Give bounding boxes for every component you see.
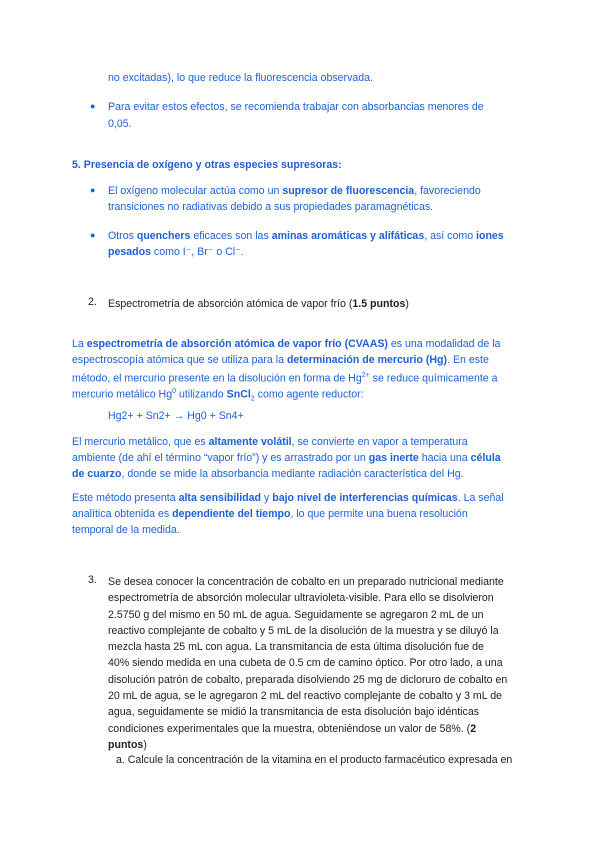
- bullet-text-line: transiciones no radiativas debido a sus propiedades paramagnéticas.: [108, 201, 434, 213]
- bullet-icon: ●: [90, 101, 96, 111]
- bullet-text-line: El oxígeno molecular actúa como un supresor de fluorescencia, favoreciendo: [108, 185, 481, 197]
- paragraph-line: de cuarzo, donde se mide la absorbancia mediante radiación característica del Hg.: [72, 468, 464, 480]
- bullet-text-line: Para evitar estos efectos, se recomienda trabajar con absorbancias menores de: [108, 101, 484, 113]
- bullet-text-line: 0,05.: [108, 118, 132, 130]
- question-line: mezcla hasta 25 mL con agua. La transmitancia de esta última disolución fue de: [108, 641, 484, 654]
- bullet-icon: ●: [90, 185, 96, 195]
- question-line: 2.5750 g del mismo en 50 mL de agua. Seguidamente se agregaron 2 mL de un: [108, 608, 484, 621]
- paragraph-line: temporal de la medida.: [72, 524, 180, 536]
- question-number: 3.: [88, 574, 97, 586]
- question-line: 20 mL de agua, se le agregaron 2 mL del reactivo complejante de cobalto y 3 mL de: [108, 690, 502, 703]
- paragraph-line: ambiente (de ahí el término “vapor frío”) y es arrastrado por un gas inerte hacia una célula: [72, 452, 501, 464]
- bullet-text-line: Otros quenchers eficaces son las aminas aromáticas y alifáticas, así como iones: [108, 230, 504, 242]
- question-line: puntos): [108, 738, 147, 751]
- question-line: reactivo complejante de cobalto y 5 mL de la disolución de la muestra y se diluyó la: [108, 624, 499, 637]
- paragraph-line: analítica obtenida es dependiente del tiempo, lo que permite una buena resolución: [72, 508, 468, 520]
- question-body: [108, 574, 507, 753]
- question-line: espectrometría de absorción molecular ultravioleta-visible. Para ello se disolvieron: [108, 592, 494, 605]
- question-text: Espectrometría de absorción atómica de vapor frío (1.5 puntos): [108, 298, 409, 310]
- paragraph-line: El mercurio metálico, que es altamente volátil, se convierte en vapor a temperatura: [72, 436, 468, 448]
- paragraph-line: espectroscopía atómica que se utiliza para la determinación de mercurio (Hg). En este: [72, 354, 489, 366]
- paragraph-line: La espectrometría de absorción atómica de vapor frío (CVAAS) es una modalidad de la: [72, 338, 501, 350]
- continued-line: no excitadas), lo que reduce la fluorescencia observada.: [108, 72, 374, 84]
- bullet-text-line: pesados como I⁻, Br⁻ o Cl⁻.: [108, 246, 244, 258]
- question-line: disolución patrón de cobalto, preparada disolviendo 25 mg de dicloruro de cobalto en: [108, 673, 508, 686]
- equation: Hg2+ + Sn2+ → Hg0 + Sn4+: [108, 410, 244, 422]
- question-number: 2.: [88, 296, 97, 308]
- bullet-icon: ●: [90, 230, 96, 240]
- paragraph-line: método, el mercurio presente en la disolución en forma de $Hg^{2+}$ se reduce químicamente a: [72, 372, 498, 385]
- paragraph-line: mercurio metálico Hg$^0$ utilizando SnCl$_2$ como agente reductor:: [72, 388, 364, 403]
- section-heading: 5. Presencia de oxígeno y otras especies supresoras:: [72, 159, 342, 171]
- question-line: 40% siendo medida en una cubeta de 0.5 cm de camino óptico. Por otro lado, a una: [108, 657, 503, 670]
- question-line: condiciones experimentales que la muestra, obteniéndose un valor de 58%. (2: [108, 722, 477, 735]
- question-line: Se desea conocer la concentración de cobalto en un preparado nutricional mediante: [108, 576, 504, 588]
- paragraph-line: Este método presenta alta sensibilidad y bajo nivel de interferencias químicas. La señal: [72, 492, 504, 504]
- subquestion-a: a. Calcule la concentración de la vitamina en el producto farmacéutico expresada en: [116, 754, 513, 766]
- question-line: agua, seguidamente se midió la transmitancia de esta disolución bajo idénticas: [108, 706, 480, 719]
